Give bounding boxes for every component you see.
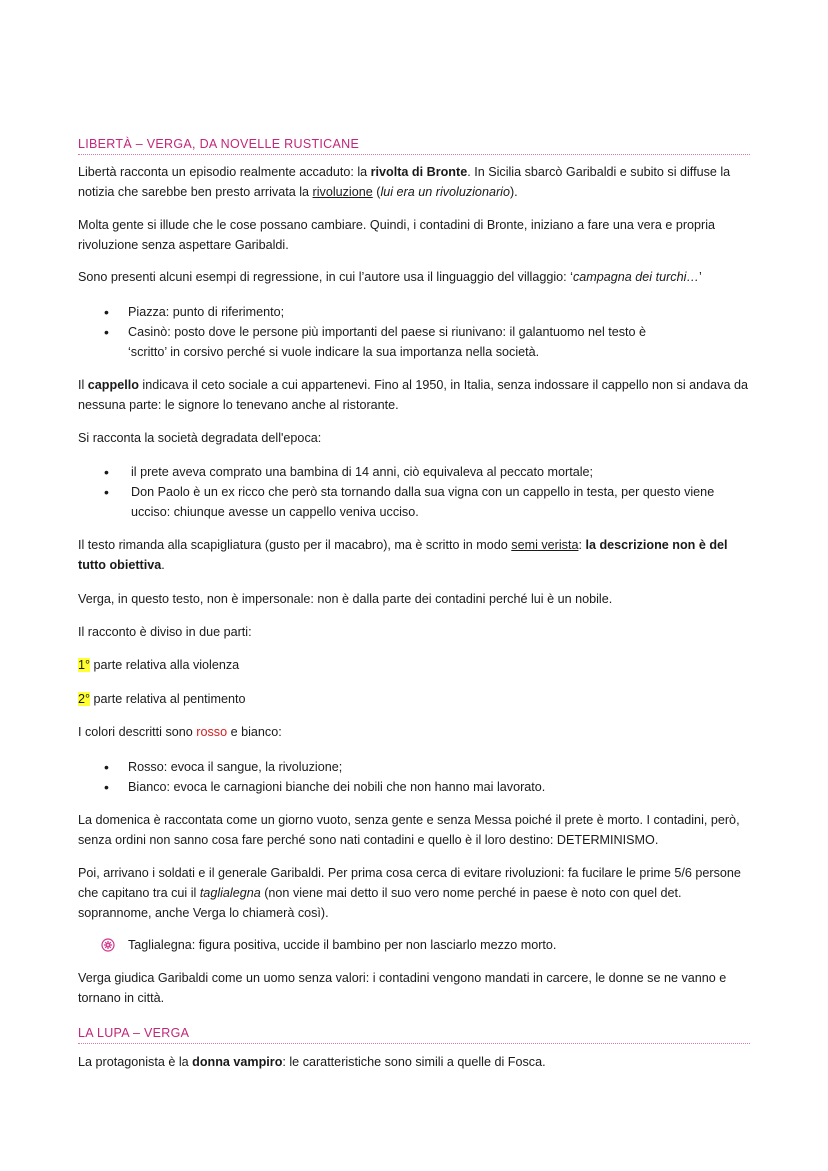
bold-text: cappello [87,378,139,392]
red-text: rosso [196,725,228,739]
text: I colori descritti sono [78,725,197,739]
bold-text: la descrizione non è del tutto obiettiva [78,538,728,572]
list-item [78,777,748,797]
paragraph-intro [78,162,748,202]
bullet-icon: • [104,759,109,775]
underlined-text: semi verista [511,538,579,552]
text: Il testo rimanda alla scapigliatura (gusto per il macabro), ma è scritto in modo [78,538,512,552]
paragraph-domenica: La domenica è raccontata come un giorno vuoto, senza gente e senza Messa poiché il prete è morto. I contadini, però, senza ordini non sanno cosa fare perché sono nati contadini e quello è il loro destino: DETERMINISMO. [78,813,740,847]
text: Il [78,378,88,392]
section-title-la-lupa: LA LUPA – VERGA [78,1026,750,1044]
list-item-text: Taglialegna: figura positiva, uccide il bambino per non lasciarlo mezzo morto. [128,938,557,952]
list-item [78,482,748,522]
text: ’ [698,270,702,284]
bold-text: donna vampiro [192,1055,283,1069]
text: Poi, arrivano i soldati e il generale Garibaldi. Per prima cosa cerca di evitare rivoluzioni: fa fucilare le prime 5/6 persone che capitano tra cui il [78,866,741,900]
part-one [78,655,748,675]
text: . [161,558,165,572]
list-item [78,935,748,955]
paragraph-two-parts: Il racconto è diviso in due parti: [78,625,252,639]
list-item [78,322,748,362]
list-item-text: Piazza: punto di riferimento; [128,305,285,319]
text: indicava il ceto sociale a cui appartenevi. Fino al 1950, in Italia, senza indossare il cappello non si andava da nessuna parte: le signore lo tenevano anche al ristorante. [78,378,748,412]
text: parte relativa alla violenza [90,658,240,672]
highlighted-number: 1° [78,658,91,672]
underlined-text: rivoluzione [312,185,373,199]
text: e bianco: [227,725,282,739]
text: : [578,538,586,552]
paragraph-colors [78,722,748,742]
text: ( [372,185,381,199]
text: Libertà racconta un episodio realmente accaduto: la [78,165,371,179]
paragraph-society: Si racconta la società degradata dell'epoca: [78,431,322,445]
bullet-icon: • [104,779,109,795]
italic-text: lui era un rivoluzionario [380,185,510,199]
paragraph-scapigliatura [78,535,748,575]
list-item-text: il prete aveva comprato una bambina di 14 anni, ciò equivaleva al peccato mortale; [131,465,594,479]
paragraph-lupa [78,1052,748,1072]
highlighted-number: 2° [78,692,91,706]
list-item-text: Bianco: evoca le carnagioni bianche dei nobili che non hanno mai lavorato. [128,780,546,794]
paragraph-garibaldi: Verga giudica Garibaldi come un uomo senza valori: i contadini vengono mandati in carcere, le donne se ne vanno e tornano in città. [78,971,727,1005]
text: : le caratteristiche sono simili a quelle di Fosca. [282,1055,546,1069]
italic-text: taglialegna [199,886,261,900]
bullet-icon: • [104,324,109,340]
list-item [78,757,748,777]
list-item [78,462,748,482]
paragraph-regression [78,267,748,287]
part-two [78,689,748,709]
flower-bullet-icon [101,938,115,952]
paragraph-cappello [78,375,748,415]
paragraph-soldati [78,863,748,923]
text: La protagonista è la [78,1055,193,1069]
paragraph-verga-nobile: Verga, in questo testo, non è impersonale: non è dalla parte dei contadini perché lui è un nobile. [78,592,613,606]
bullet-icon: • [104,484,109,500]
text: Sono presenti alcuni esempi di regressione, in cui l’autore usa il linguaggio del villaggio: ‘ [78,270,573,284]
section-title-liberta: LIBERTÀ – VERGA, DA NOVELLE RUSTICANE [78,137,750,155]
italic-text: campagna dei turchi… [572,270,699,284]
text: (non viene mai detto il suo vero nome perché in paese è noto con quel det. soprannome, anche Verga lo chiamerà così). [78,886,682,920]
text: ). [509,185,518,199]
bullet-icon: • [104,464,109,480]
list-item-text: Rosso: evoca il sangue, la rivoluzione; [128,760,343,774]
bold-text: rivolta di Bronte [370,165,468,179]
text: parte relativa al pentimento [90,692,246,706]
list-item [78,302,748,322]
paragraph-illusion: Molta gente si illude che le cose possano cambiare. Quindi, i contadini di Bronte, iniziano a fare una vera e propria rivoluzione senza aspettare Garibaldi. [78,218,716,252]
bullet-icon: • [104,304,109,320]
list-item-text: Don Paolo è un ex ricco che però sta tornando dalla sua vigna con un cappello in testa, per questo viene ucciso: chiunque avesse un cappello veniva ucciso. [131,485,715,519]
list-item-text: Casinò: posto dove le persone più importanti del paese si riunivano: il galantuomo nel testo è ‘scritto’ in corsivo perché si vuole indicare la sua importanza nella società. [128,325,647,359]
text: . In Sicilia sbarcò Garibaldi e subito si diffuse la notizia che sarebbe ben presto arrivata la [78,165,731,199]
